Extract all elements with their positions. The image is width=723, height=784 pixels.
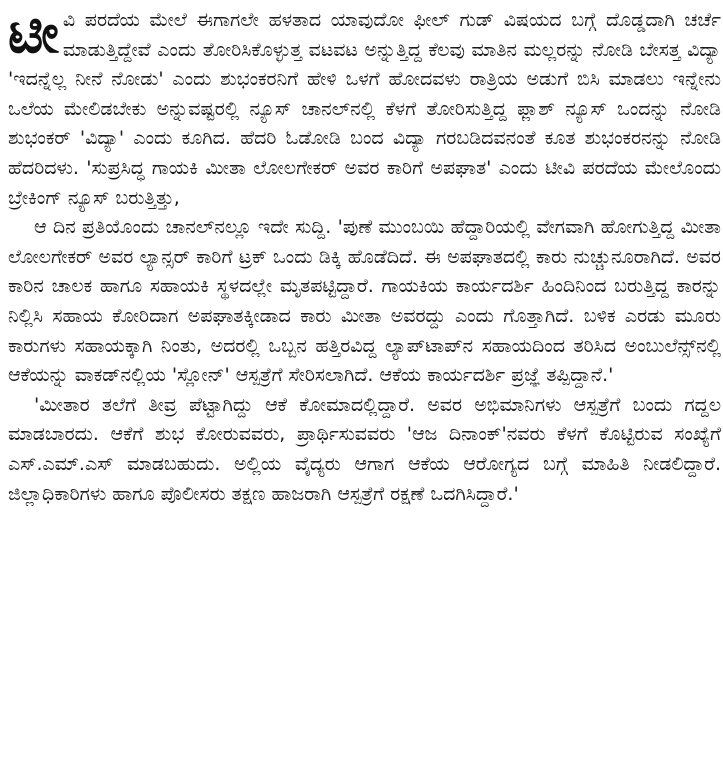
drop-cap: ಟೀ — [8, 2, 59, 65]
article-paragraph-3: 'ಮೀತಾರ ತಲೆಗೆ ತೀವ್ರ ಪೆಟ್ಟಾಗಿದ್ದು ಆಕೆ ಕೋಮಾದಲ್ಲಿದ್ದಾರೆ. ಅವರ ಅಭಿಮಾನಿಗಳು ಆಸ್ಪತ್ರೆಗೆ ಬಂದು ಗದ್ದಲ ಮಾಡಬಾರದು. ಆಕೆಗೆ ಶುಭ ಕೋರುವವರು, ಪ್ರಾರ್ಥಿಸುವವರು 'ಆಜ ದಿನಾಂಕ್'ನವರು ಕೆಳಗೆ ಕೊಟ್ಟಿರುವ ಸಂಖ್ಯೆಗೆ ಎಸ್.ಎಮ್.ಎಸ್ ಮಾಡಬಹುದು. ಅಲ್ಲಿಯ ವೈದ್ಯರು ಆಗಾಗ ಆಕೆಯ ಆರೋಗ್ಯದ ಬಗ್ಗೆ ಮಾಹಿತಿ ನೀಡಲಿದ್ದಾರೆ. ಜಿಲ್ಲಾಧಿಕಾರಿಗಳು ಹಾಗೂ ಪೊಲೀಸರು ತಕ್ಷಣ ಹಾಜರಾಗಿ ಆಸ್ಪತ್ರೆಗೆ ರಕ್ಷಣೆ ಒದಗಿಸಿದ್ದಾರೆ.' — [8, 393, 721, 505]
article-paragraph-2: ಆ ದಿನ ಪ್ರತಿಯೊಂದು ಚಾನಲ್‌ನಲ್ಲೂ ಇದೇ ಸುದ್ದಿ. 'ಪುಣೆ ಮುಂಬಯಿ ಹೆದ್ದಾರಿಯಲ್ಲಿ ವೇಗವಾಗಿ ಹೋಗುತ್ತಿದ್ದ ಮೀತಾ ಲೋಲಗೇಕರ್ ಅವರ ಲ್ಯಾನ್ಸರ್ ಕಾರಿಗೆ ಟ್ರಕ್ ಒಂದು ಡಿಕ್ಕಿ ಹೊಡೆದಿದೆ. ಈ ಅಪಘಾತದಲ್ಲಿ ಕಾರು ನುಚ್ಚುನೂರಾಗಿದೆ. ಅವರ ಕಾರಿನ ಚಾಲಕ ಹಾಗೂ ಸಹಾಯಕಿ ಸ್ಥಳದಲ್ಲೇ ಮೃತಪಟ್ಟಿದ್ದಾರೆ. ಗಾಯಕಿಯ ಕಾರ್ಯದರ್ಶಿ ಹಿಂದಿನಿಂದ ಬರುತ್ತಿದ್ದ ಕಾರನ್ನು ನಿಲ್ಲಿಸಿ ಸಹಾಯ ಕೋರಿದಾಗ ಅಪಘಾತಕ್ಕೀಡಾದ ಕಾರು ಮೀತಾ ಅವರದ್ದು ಎಂದು ಗೊತ್ತಾಗಿದೆ. ಬಳಿಕ ಎರಡು ಮೂರು ಕಾರುಗಳು ಸಹಾಯಕ್ಕಾಗಿ ನಿಂತು, ಅದರಲ್ಲಿ ಒಬ್ಬನ ಹತ್ತಿರವಿದ್ದ ಲ್ಯಾಪ್‌ಟಾಪ್‌ನ ಸಹಾಯದಿಂದ ತರಿಸಿದ ಅಂಬುಲೆನ್ಸ್‌ನಲ್ಲಿ ಆಕೆಯನ್ನು ವಾಕಡ್‌ನಲ್ಲಿಯ 'ಸ್ಲೋನ್' ಆಸ್ಪತ್ರೆಗೆ ಸೇರಿಸಲಾಗಿದೆ. ಆಕೆಯ ಕಾರ್ಯದರ್ಶಿ ಪ್ರಜ್ಞೆ ತಪ್ಪಿದ್ದಾನೆ.' — [8, 216, 721, 387]
paragraph-text: ವಿ ಪರದೆಯ ಮೇಲೆ ಈಗಾಗಲೇ ಹಳತಾದ ಯಾವುದೋ ಫೀಲ್ ಗುಡ್ ವಿಷಯದ ಬಗ್ಗೆ ದೊಡ್ಡದಾಗಿ ಚರ್ಚೆ ಮಾಡುತ್ತಿದ್ದೇವೆ ಎಂದು ತೋರಿಸಿಕೊಳ್ಳುತ್ತ ವಟವಟ ಅನ್ನುತ್ತಿದ್ದ ಕೆಲವು ಮಾತಿನ ಮಲ್ಲರನ್ನು ನೋಡಿ ಬೇಸತ್ತ ವಿದ್ಯಾ 'ಇದನ್ನೆಲ್ಲ ನೀನೆ ನೋಡು' ಎಂದು ಶುಭಂಕರನಿಗೆ ಹೇಳಿ ಒಳಗೆ ಹೋದವಳು ರಾತ್ರಿಯ ಅಡುಗೆ ಬಿಸಿ ಮಾಡಲು ಇನ್ನೇನು ಒಲೆಯ ಮೇಲಿಡಬೇಕು ಅನ್ನುವಷ್ಟರಲ್ಲಿ ನ್ಯೂಸ್ ಚಾನಲ್‌ನಲ್ಲಿ ಕೆಳಗೆ ತೋರಿಸುತ್ತಿದ್ದ ಫ್ಲಾಶ್ ನ್ಯೂಸ್ ಒಂದನ್ನು ನೋಡಿ ಶುಭಂಕರ್ 'ವಿದ್ಯಾ' ಎಂದು ಕೂಗಿದ. ಹೆದರಿ ಓಡೋಡಿ ಬಂದ ವಿದ್ಯಾ ಗರಬಡಿದವನಂತೆ ಕೂತ ಶುಭಂಕರನನ್ನು ನೋಡಿ ಹೆದರಿದಳು. 'ಸುಪ್ರಸಿದ್ಧ ಗಾಯಕಿ ಮೀತಾ ಲೋಲಗೇಕರ್ ಅವರ ಕಾರಿಗೆ ಅಪಘಾತ' ಎಂದು ಟೀವಿ ಪರದೆಯ ಮೇಲೊಂದು ಬ್ರೇಕಿಂಗ್ ನ್ಯೂಸ್ ಬರುತ್ತಿತ್ತು, — [8, 9, 721, 209]
article-paragraph-1 — [8, 2, 721, 213]
